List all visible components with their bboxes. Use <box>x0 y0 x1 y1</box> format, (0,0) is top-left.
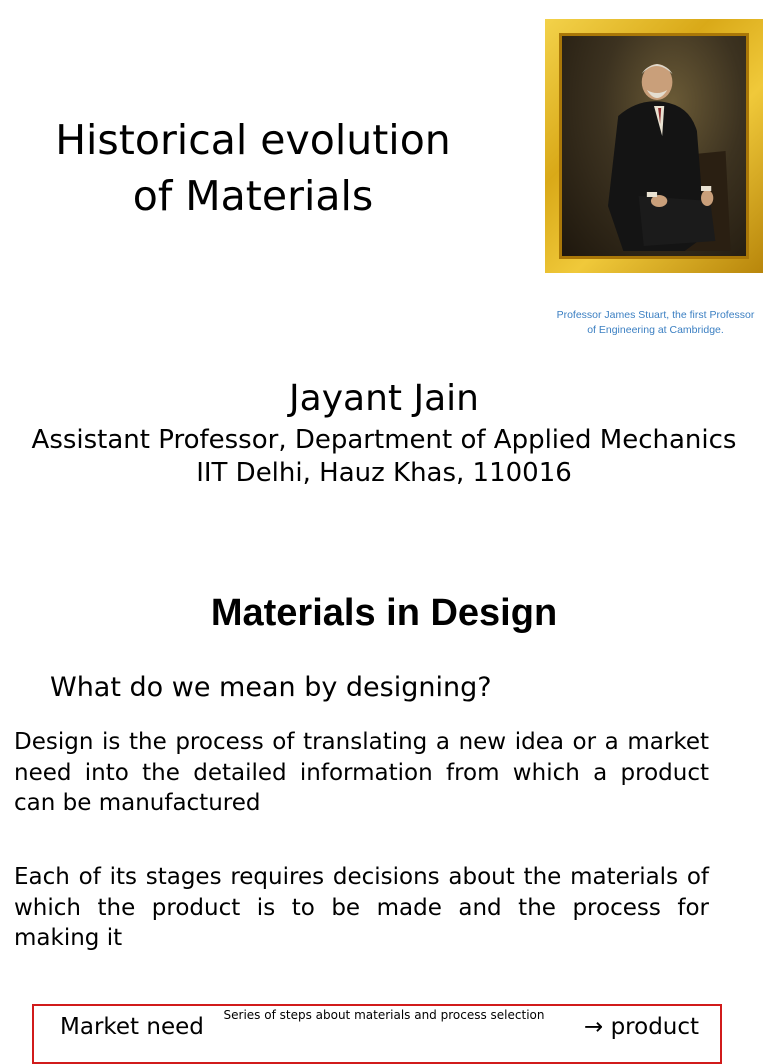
author-name: Jayant Jain <box>289 378 479 419</box>
portrait-figure-illustration <box>562 36 746 256</box>
portrait-painting <box>559 33 749 259</box>
process-flow-label: Series of steps about materials and process selection <box>223 1008 545 1022</box>
portrait-caption-line: of Engineering at Cambridge. <box>587 324 724 336</box>
body-paragraph: Design is the process of translating a new idea or a market need into the detailed information from which a product can be manufactured <box>14 729 709 816</box>
slide-question: What do we mean by designing? <box>50 672 492 703</box>
process-flow-end-text: → product <box>584 1014 700 1040</box>
slide-title-line: Historical evolution <box>55 116 451 164</box>
portrait-picture-frame <box>545 19 763 273</box>
affiliation-line: IIT Delhi, Hauz Khas, 110016 <box>196 458 572 488</box>
slide-heading: Materials in Design <box>210 592 558 634</box>
slide-title <box>20 112 486 224</box>
slide-title-line: of Materials <box>132 172 374 220</box>
process-flow-start-text: Market need <box>60 1014 204 1040</box>
portrait-caption-line: Professor James Stuart, the first Professor <box>556 309 755 321</box>
author-affiliation <box>0 424 768 490</box>
affiliation-line: Assistant Professor, Department of Applied Mechanics <box>31 425 737 455</box>
portrait-caption <box>543 308 768 338</box>
body-paragraph: Each of its stages requires decisions about the materials of which the product is to be made and the process for making it <box>14 864 709 951</box>
